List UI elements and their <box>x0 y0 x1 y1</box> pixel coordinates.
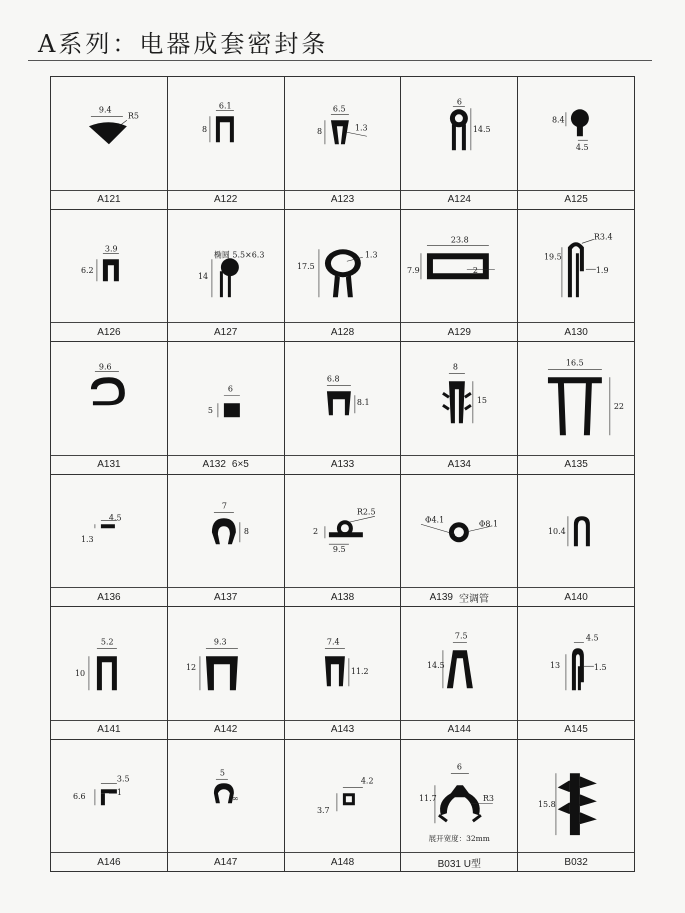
profile-cell <box>168 77 285 210</box>
dimension-label: 11.2 <box>350 667 369 677</box>
profile-code: A142 <box>214 724 238 735</box>
profile-caption <box>401 322 517 341</box>
dimension-label: 4.5 <box>108 512 122 522</box>
profile-cell <box>518 77 635 210</box>
profile-code: A137 <box>214 591 238 603</box>
profile-caption <box>168 852 284 871</box>
profile-code: A130 <box>564 326 588 338</box>
profile-caption <box>518 322 634 341</box>
profile-drawing <box>401 740 517 853</box>
dimension-label: ∞ <box>231 793 239 803</box>
profile-cell <box>285 210 402 343</box>
profile-section-diagram <box>401 342 517 455</box>
profile-section-diagram <box>168 607 284 720</box>
profile-drawing <box>401 607 517 720</box>
dimension-label: 4.2 <box>360 775 374 785</box>
profile-cell <box>401 342 518 475</box>
profile-cell <box>285 77 402 210</box>
profile-code: A141 <box>97 724 121 735</box>
profile-drawing <box>401 77 517 190</box>
dimension-label: 9.4 <box>98 105 112 115</box>
page-header <box>0 0 685 64</box>
dimension-label: 9.6 <box>98 362 112 372</box>
profile-cell <box>518 740 635 873</box>
profile-drawing <box>51 607 167 720</box>
profile-code: A140 <box>564 591 588 603</box>
dimension-label: 10.4 <box>548 526 566 536</box>
profile-code: A131 <box>97 459 121 470</box>
dimension-label: 2 <box>473 265 479 275</box>
profile-caption <box>51 852 167 871</box>
profile-caption <box>518 720 634 739</box>
profile-section-diagram <box>168 210 284 323</box>
profile-cell <box>285 342 402 475</box>
profile-cell <box>401 210 518 343</box>
dimension-label: 7.4 <box>326 637 340 647</box>
profile-drawing <box>518 607 634 720</box>
profile-section-diagram <box>168 342 284 455</box>
dimension-label: 6.2 <box>80 265 94 275</box>
profile-drawing <box>285 607 401 720</box>
dimension-label: 8.4 <box>552 115 565 125</box>
profile-code: A125 <box>564 194 588 205</box>
dimension-label: 1.5 <box>594 663 607 673</box>
profile-code: A147 <box>214 856 238 868</box>
profile-caption <box>401 455 517 474</box>
profile-caption <box>285 587 401 606</box>
dimension-label: 1.9 <box>596 265 609 275</box>
dimension-label: 8 <box>453 362 459 372</box>
profile-caption <box>285 852 401 871</box>
profile-code: A144 <box>447 724 471 735</box>
dimension-label: 9.5 <box>332 544 346 554</box>
profile-caption <box>518 455 634 474</box>
profile-code: A133 <box>330 459 355 470</box>
dimension-label: 15 <box>477 396 488 406</box>
profile-drawing <box>168 740 284 853</box>
dimension-label: 14.5 <box>427 661 446 671</box>
profile-code: B032 <box>564 856 588 868</box>
profile-caption <box>401 587 517 606</box>
profile-cell <box>51 210 168 343</box>
profile-drawing <box>51 342 167 455</box>
dimension-label: 17.5 <box>296 261 315 271</box>
profile-cell <box>51 475 168 608</box>
profile-section-diagram <box>401 475 517 588</box>
dimension-label: 14 <box>197 271 208 281</box>
profile-code: A132 <box>202 459 226 470</box>
dimension-label: 12 <box>185 663 196 673</box>
profile-code: B031 U型 <box>437 858 481 870</box>
profile-caption <box>401 720 517 739</box>
dimension-label: R3 <box>483 793 495 803</box>
profile-code: A126 <box>97 326 121 338</box>
profile-cell <box>518 607 635 740</box>
profile-cell <box>401 77 518 210</box>
dimension-label: R5 <box>127 111 139 121</box>
dimension-label: 1.3 <box>354 123 368 133</box>
dimension-label: 6 <box>457 97 463 107</box>
profile-drawing <box>168 77 284 190</box>
profile-cell <box>168 342 285 475</box>
profile-drawing <box>168 342 284 455</box>
profile-caption <box>168 455 284 474</box>
profile-section-diagram <box>518 342 634 455</box>
dimension-label: 15.8 <box>538 799 556 809</box>
profile-drawing <box>51 77 167 190</box>
dimension-label: 9.3 <box>213 637 227 647</box>
dimension-label: 椭圆 5.5×6.3 <box>213 249 265 259</box>
profile-drawing <box>518 77 634 190</box>
profile-caption <box>518 852 634 871</box>
profile-code: A123 <box>330 194 355 205</box>
profile-code: A129 <box>447 326 471 338</box>
profile-code: A124 <box>447 194 471 205</box>
profile-code: A138 <box>330 591 355 603</box>
profile-drawing <box>401 210 517 323</box>
profile-section-diagram <box>401 77 517 190</box>
profile-drawing <box>168 210 284 323</box>
dimension-label: 6.1 <box>218 101 232 111</box>
profile-drawing <box>285 475 401 588</box>
profile-grid <box>50 76 635 872</box>
profile-drawing <box>285 77 401 190</box>
profile-drawing <box>51 475 167 588</box>
profile-caption <box>168 322 284 341</box>
profile-section-diagram <box>518 607 634 720</box>
dimension-label: 8 <box>201 125 207 135</box>
dimension-label: 19.5 <box>544 251 562 261</box>
dimension-label: 3.7 <box>316 805 330 815</box>
dimension-label: 6.6 <box>72 791 86 801</box>
profile-caption <box>51 455 167 474</box>
profile-section-diagram <box>285 342 401 455</box>
profile-caption <box>168 587 284 606</box>
profile-drawing <box>401 342 517 455</box>
profile-section-diagram <box>168 475 284 588</box>
profile-drawing <box>168 475 284 588</box>
profile-caption <box>518 190 634 209</box>
profile-code: A145 <box>564 724 588 735</box>
profile-cell <box>285 607 402 740</box>
profile-cell <box>51 607 168 740</box>
dimension-label: R2.5 <box>356 506 376 516</box>
dimension-label: 5 <box>207 406 213 416</box>
profile-section-diagram <box>285 210 401 323</box>
profile-cell <box>401 475 518 608</box>
profile-code: A148 <box>330 856 355 868</box>
profile-cell <box>168 607 285 740</box>
profile-caption <box>285 455 401 474</box>
profile-section-diagram <box>518 210 634 323</box>
profile-suffix: 6×5 <box>231 459 249 470</box>
dimension-label: 5.2 <box>100 637 114 647</box>
profile-caption <box>51 587 167 606</box>
profile-section-diagram <box>401 210 517 323</box>
dimension-label: 2 <box>312 526 318 536</box>
dimension-label: Φ4.1 <box>425 514 445 524</box>
dimension-label: 23.8 <box>451 234 470 244</box>
profile-section-diagram <box>51 475 167 588</box>
profile-caption <box>401 852 517 871</box>
profile-caption <box>401 190 517 209</box>
profile-code: A128 <box>330 326 355 338</box>
profile-caption <box>285 720 401 739</box>
profile-cell <box>51 740 168 873</box>
profile-cell <box>401 607 518 740</box>
dimension-label: 1 <box>116 787 122 797</box>
profile-caption <box>168 190 284 209</box>
dimension-label: 7 <box>221 500 227 510</box>
dimension-label: 3.9 <box>104 243 118 253</box>
profile-caption <box>518 587 634 606</box>
dimension-label: 4.5 <box>576 143 589 153</box>
dimension-label: 7.5 <box>455 631 468 641</box>
profile-code: A136 <box>97 591 121 603</box>
profile-code: A139 <box>429 591 453 603</box>
profile-caption <box>285 190 401 209</box>
profile-cell <box>168 740 285 873</box>
profile-cell <box>51 342 168 475</box>
dimension-label: 6.5 <box>332 104 346 114</box>
profile-section-diagram <box>285 740 401 853</box>
profile-code: A146 <box>97 856 121 868</box>
profile-cell <box>518 210 635 343</box>
dimension-label: 1.3 <box>80 534 94 544</box>
profile-code: A143 <box>330 724 355 735</box>
profile-code: A127 <box>214 326 238 338</box>
profile-code: A122 <box>214 194 238 205</box>
dimension-label: 10 <box>74 669 86 679</box>
title-rule <box>28 60 652 61</box>
profile-cell <box>401 740 518 873</box>
profile-caption <box>51 720 167 739</box>
profile-section-diagram <box>51 210 167 323</box>
profile-section-diagram <box>401 607 517 720</box>
profile-section-diagram <box>285 77 401 190</box>
dimension-label: 4.5 <box>586 633 599 643</box>
profile-drawing <box>518 740 634 853</box>
dimension-label: 3.5 <box>116 773 130 783</box>
profile-section-diagram <box>518 77 634 190</box>
dimension-label: 6 <box>227 384 233 394</box>
page-title: A系列：电器成套密封条 <box>38 30 329 58</box>
profile-drawing <box>168 607 284 720</box>
profile-section-diagram <box>51 342 167 455</box>
profile-cell <box>285 740 402 873</box>
dimension-label: 8.1 <box>356 398 370 408</box>
profile-cell <box>51 77 168 210</box>
dimension-label: 6 <box>457 761 463 771</box>
profile-suffix: 空调管 <box>458 593 489 605</box>
dimension-label: 8 <box>316 127 322 137</box>
profile-drawing <box>285 740 401 853</box>
profile-section-diagram <box>51 740 167 853</box>
profile-section-diagram <box>518 740 634 853</box>
dimension-label: 11.7 <box>419 793 438 803</box>
profile-caption <box>168 720 284 739</box>
profile-cell <box>168 475 285 608</box>
profile-cell <box>518 342 635 475</box>
unfold-width-note: 展开宽度：32mm <box>428 834 490 843</box>
profile-drawing <box>51 210 167 323</box>
dimension-label: 14.5 <box>473 125 492 135</box>
profile-caption <box>51 190 167 209</box>
dimension-label: 1.3 <box>364 249 378 259</box>
dimension-label: 7.9 <box>407 265 421 275</box>
profile-caption <box>285 322 401 341</box>
dimension-label: 8 <box>243 526 249 536</box>
profile-section-diagram <box>168 740 284 853</box>
dimension-label: 5 <box>219 767 225 777</box>
dimension-label: 16.5 <box>566 358 584 368</box>
profile-section-diagram <box>168 77 284 190</box>
profile-drawing <box>518 475 634 588</box>
dimension-label: 22 <box>614 402 625 412</box>
profile-cell <box>285 475 402 608</box>
dimension-label: 6.8 <box>326 374 340 384</box>
profile-cell <box>518 475 635 608</box>
profile-drawing <box>401 475 517 588</box>
profile-section-diagram <box>51 77 167 190</box>
dimension-label: 13 <box>550 661 561 671</box>
profile-code: A134 <box>447 459 471 470</box>
dimension-label: Φ8.1 <box>479 518 499 528</box>
profile-code: A121 <box>97 194 121 205</box>
profile-drawing <box>285 342 401 455</box>
profile-drawing <box>518 210 634 323</box>
profile-section-diagram <box>285 607 401 720</box>
profile-drawing <box>285 210 401 323</box>
profile-section-diagram <box>518 475 634 588</box>
profile-section-diagram <box>51 607 167 720</box>
profile-drawing <box>51 740 167 853</box>
profile-cell <box>168 210 285 343</box>
profile-code: A135 <box>564 459 588 470</box>
profile-drawing <box>518 342 634 455</box>
profile-caption <box>51 322 167 341</box>
profile-section-diagram <box>285 475 401 588</box>
dimension-label: R3.4 <box>594 231 613 241</box>
